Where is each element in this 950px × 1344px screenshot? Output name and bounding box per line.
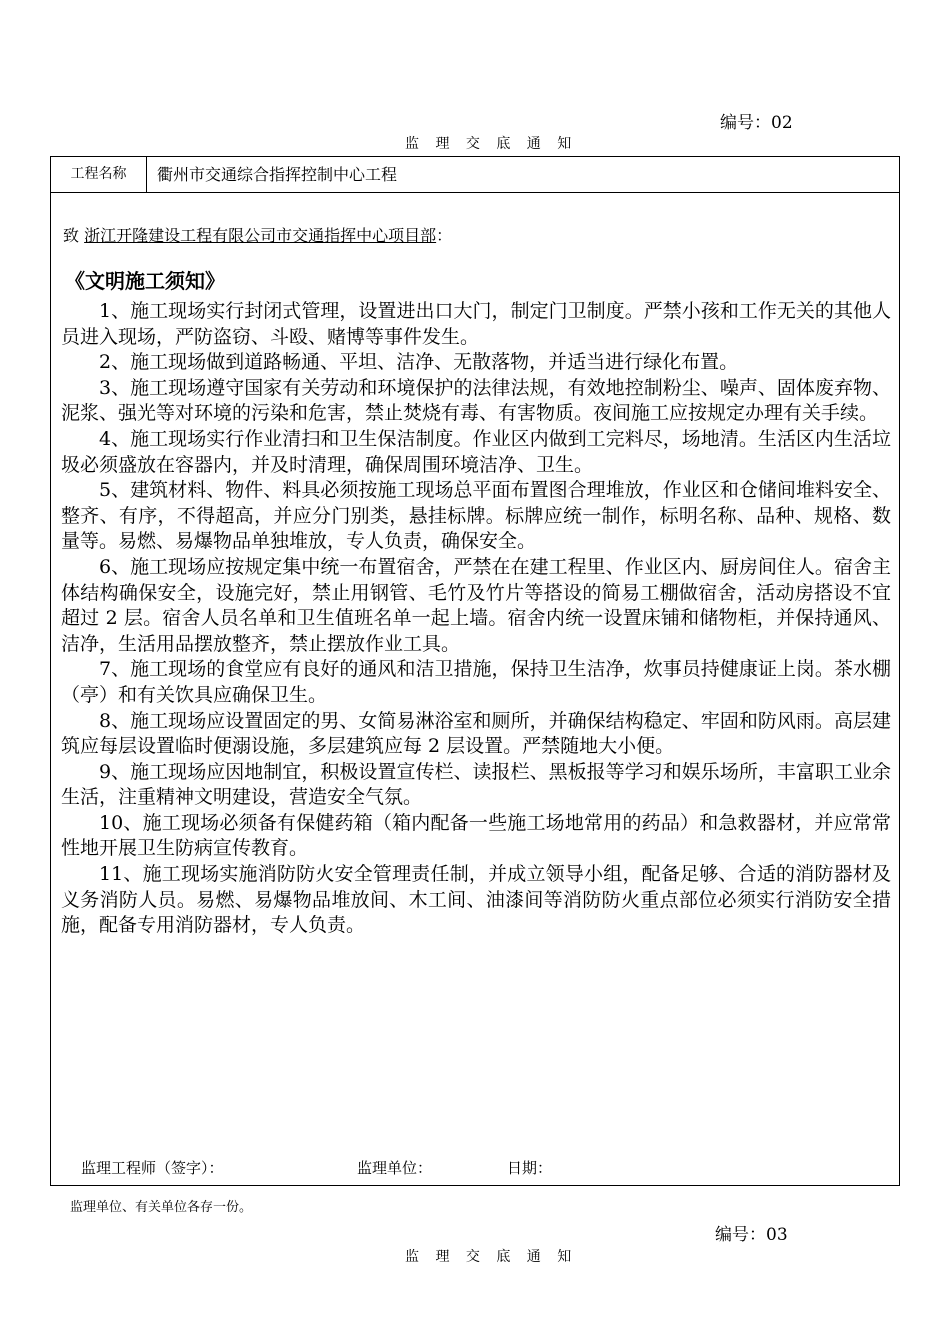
project-row: [51, 157, 899, 193]
project-name: 衢州市交通综合指挥控制中心工程: [157, 165, 398, 184]
engineer-signature-label: 监理工程师（签字）：: [81, 1159, 224, 1177]
notice-heading: 《文明施工须知》: [65, 269, 225, 293]
notice-body: [61, 299, 891, 939]
document-title: 监 理 交 底 通 知: [405, 136, 578, 152]
notice-table: [50, 156, 900, 1186]
recipient-name: 浙江开隆建设工程有限公司市交通指挥中心项目部: [84, 226, 437, 245]
notice-item: 1、施工现场实行封闭式管理，设置进出口大门，制定门卫制度。严禁小孩和工作无关的其他人员进入现场，严防盗窃、斗殴、赌博等事件发生。: [61, 300, 891, 348]
recipient-suffix: ：: [436, 226, 453, 245]
notice-item: 11、施工现场实施消防防火安全管理责任制，并成立领导小组，配备足够、合适的消防器材及义务消防人员。易燃、易爆物品堆放间、木工间、油漆间等消防防火重点部位必须实行消防安全措施，配备专用消防器材，专人负责。: [61, 863, 891, 937]
recipient-prefix: 致: [63, 226, 80, 245]
document-title-next: 监 理 交 底 通 知: [405, 1249, 578, 1265]
notice-item: 5、建筑材料、物件、料具必须按施工现场总平面布置图合理堆放，作业区和仓储间堆料安全、整齐、有序，不得超高，并应分门别类，悬挂标牌。标牌应统一制作，标明名称、品种、规格、数量等。易燃、易爆物品单独堆放，专人负责，确保安全。: [61, 479, 891, 553]
document-number-next: 编号：03: [715, 1225, 788, 1245]
recipient-line: [63, 223, 452, 246]
notice-item: 2、施工现场做到道路畅通、平坦、洁净、无散落物，并适当进行绿化布置。: [99, 351, 739, 374]
document-number: 编号：02: [720, 113, 793, 133]
notice-item: 4、施工现场实行作业清扫和卫生保洁制度。作业区内做到工完料尽，场地清。生活区内生活垃圾必须盛放在容器内，并及时清理，确保周围环境洁净、卫生。: [61, 427, 891, 476]
project-label: 工程名称: [51, 157, 147, 192]
date-label: 日期：: [507, 1159, 553, 1177]
notice-item: 10、施工现场必须备有保健药箱（箱内配备一些施工场地常用的药品）和急救器材，并应常常性地开展卫生防病宣传教育。: [61, 811, 891, 860]
supervision-unit-label: 监理单位：: [357, 1159, 433, 1177]
notice-item: 6、施工现场应按规定集中统一布置宿舍，严禁在在建工程里、作业区内、厨房间住人。宿舍主体结构确保安全，设施完好，禁止用钢管、毛竹及竹片等搭设的简易工棚做宿舍，活动房搭设不宜超过 2 层。宿舍人员名单和卫生值班名单一起上墙。宿舍内统一设置床铺和储物柜，并保持通风、洁净，生活用品摆放整齐，禁止摆放作业工具。: [61, 555, 891, 655]
notice-item: 7、施工现场的食堂应有良好的通风和洁卫措施，保持卫生洁净，炊事员持健康证上岗。茶水棚（亭）和有关饮具应确保卫生。: [61, 658, 891, 706]
copy-note: 监理单位、有关单位各存一份。: [70, 1200, 253, 1215]
notice-item: 3、施工现场遵守国家有关劳动和环境保护的法律法规，有效地控制粉尘、噪声、固体废弃物、泥浆、强光等对环境的污染和危害，禁止焚烧有毒、有害物质。夜间施工应按规定办理有关手续。: [61, 376, 891, 425]
notice-item: 9、施工现场应因地制宜，积极设置宣传栏、读报栏、黑板报等学习和娱乐场所，丰富职工业余生活，注重精神文明建设，营造安全气氛。: [61, 760, 891, 809]
notice-item: 8、施工现场应设置固定的男、女简易淋浴室和厕所，并确保结构稳定、牢固和防风雨。高层建筑应每层设置临时便溺设施，多层建筑应每 2 层设置。严禁随地大小便。: [61, 709, 891, 758]
